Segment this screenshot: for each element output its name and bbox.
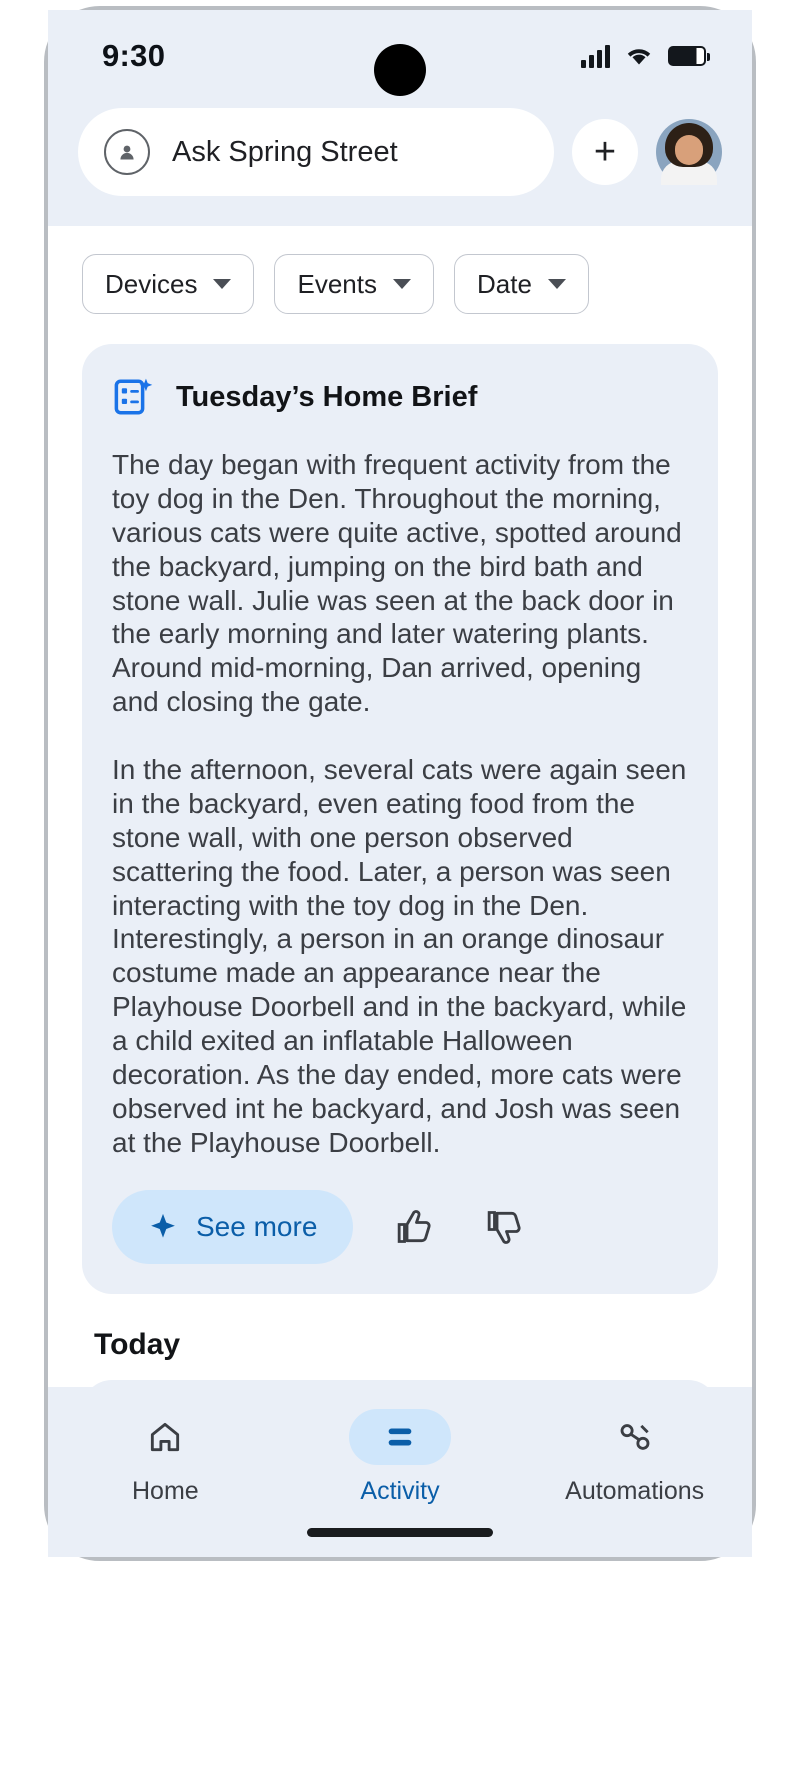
home-brief-paragraph-2: In the afternoon, several cats were again seen in the backyard, even eating food from the stone wall, with one person observed scattering the food. Later, a person was seen interacting with the toy dog in the Den. Interestingly, a person in an orange dinosaur costume made an appearance near the Playhouse Doorbell and in the backyard, while a child exited an inflatable Halloween decoration. As the day ended, more cats were observed int he backyard, and Josh was seen at the Playhouse Doorbell. xyxy=(112,754,687,1158)
search-input[interactable] xyxy=(78,108,554,196)
filter-chip-row xyxy=(48,226,752,334)
home-brief-paragraph-1: The day began with frequent activity from the toy dog in the Den. Throughout the morning, various cats were quite active, spotted around the backyard, jumping on the bird bath and stone wall. Julie was seen at the back door in the early morning and later watering plants. Around mid-morning, Dan arrived, opening and closing the gate. xyxy=(112,449,682,718)
home-brief-card xyxy=(82,344,718,1294)
home-brief-header xyxy=(112,376,688,418)
avatar[interactable] xyxy=(656,119,722,185)
cellular-bars-icon xyxy=(581,44,610,68)
chevron-down-icon xyxy=(393,279,411,289)
thumbs-up-icon[interactable] xyxy=(387,1199,443,1255)
automations-icon xyxy=(584,1409,686,1465)
thumbs-down-icon[interactable] xyxy=(477,1199,533,1255)
filter-events-label: Events xyxy=(297,268,377,299)
filter-date[interactable] xyxy=(454,254,589,314)
front-camera-punchhole xyxy=(374,44,426,96)
app-header xyxy=(48,102,752,226)
activity-icon xyxy=(349,1409,451,1465)
filter-devices-label: Devices xyxy=(105,268,198,299)
battery-icon xyxy=(668,46,706,66)
nav-label-automations: Automations xyxy=(565,1477,705,1505)
home-indicator xyxy=(307,1528,493,1537)
filter-events[interactable] xyxy=(274,254,434,314)
home-brief-actions xyxy=(112,1190,688,1264)
add-button[interactable]: + xyxy=(572,119,638,185)
home-assistant-icon xyxy=(104,129,150,175)
chevron-down-icon xyxy=(213,279,231,289)
home-brief-title: Tuesday’s Home Brief xyxy=(176,380,478,413)
status-bar xyxy=(48,10,752,102)
nav-item-automations[interactable] xyxy=(535,1409,735,1506)
filter-devices[interactable] xyxy=(82,254,254,314)
status-icons xyxy=(581,44,706,68)
filter-date-label: Date xyxy=(476,268,532,299)
section-title-today: Today xyxy=(94,1327,181,1361)
home-icon xyxy=(114,1409,216,1465)
main-content xyxy=(48,226,752,1416)
search-input-value: Ask Spring Street xyxy=(172,135,398,168)
bottom-navigation-bar xyxy=(48,1387,752,1557)
phone-device-frame xyxy=(44,6,756,1561)
see-more-label: See more xyxy=(196,1210,318,1242)
sparkle-icon xyxy=(148,1212,178,1242)
nav-label-home: Home xyxy=(131,1477,199,1505)
wifi-icon xyxy=(623,44,655,68)
nav-label-activity: Activity xyxy=(360,1477,440,1505)
nav-item-home[interactable] xyxy=(65,1409,265,1506)
see-more-button[interactable] xyxy=(112,1190,353,1264)
chevron-down-icon xyxy=(548,279,566,289)
status-time: 9:30 xyxy=(102,38,166,73)
nav-item-activity[interactable] xyxy=(300,1409,500,1506)
home-brief-sparkle-icon xyxy=(112,376,154,418)
